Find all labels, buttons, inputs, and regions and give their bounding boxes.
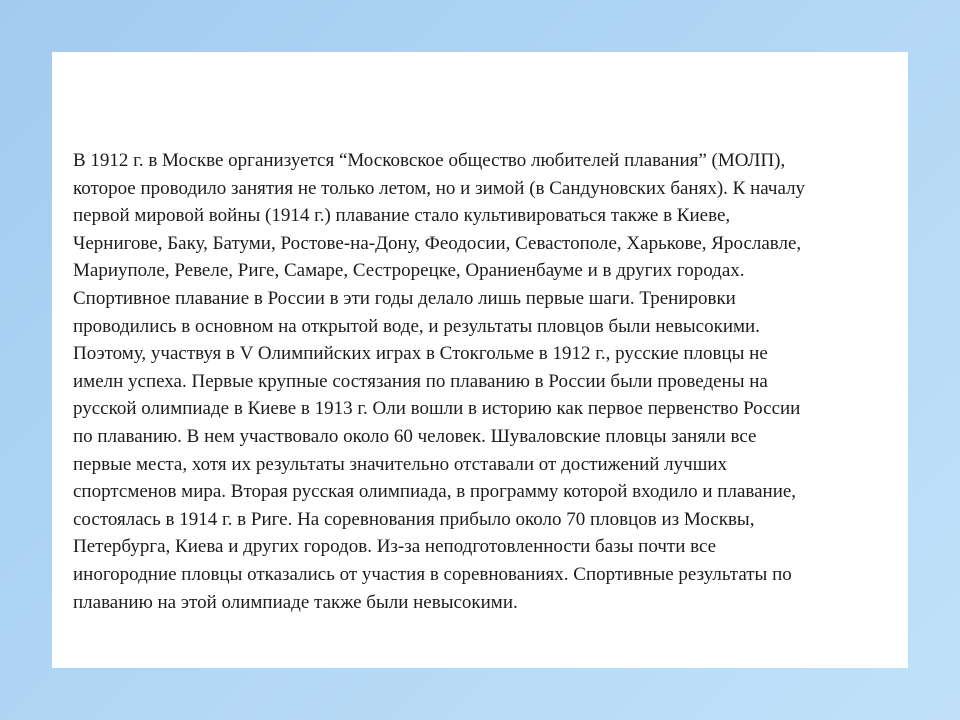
text-line: которое проводило занятия не только летом, но и зимой (в Сандуновских банях). К началу xyxy=(73,177,806,199)
text-line: плаванию на этой олимпиаде также были невысокими. xyxy=(73,591,518,613)
text-line: русской олимпиаде в Киеве в 1913 г. Оли вошли в историю как первое первенство России xyxy=(73,398,801,420)
text-line: имелн успеха. Первые крупные состязания по плаванию в России были проведены на xyxy=(73,370,768,392)
body-paragraph xyxy=(73,147,903,616)
text-line: состоялась в 1914 г. в Риге. На соревнования прибыло около 70 пловцов из Москвы, xyxy=(73,508,755,530)
slide-content-panel xyxy=(52,52,908,668)
text-line: первой мировой войны (1914 г.) плавание стало культивироваться также в Киеве, xyxy=(73,205,731,227)
text-line: В 1912 г. в Москве организуется “Московское общество любителей плавания” (МОЛП), xyxy=(73,150,786,171)
text-line: Поэтому, участвуя в V Олимпийских играх в Стокгольме в 1912 г., русские пловцы не xyxy=(73,343,768,365)
text-line: проводились в основном на открытой воде, и результаты пловцов были невысокими. xyxy=(73,315,760,337)
text-line: Чернигове, Баку, Батуми, Ростове-на-Дону, Феодосии, Севастополе, Харькове, Ярославле, xyxy=(73,232,802,254)
text-line: по плаванию. В нем участвовало около 60 человек. Шуваловские пловцы заняли все xyxy=(73,425,757,447)
text-line: спортсменов мира. Вторая русская олимпиада, в программу которой входило и плавание, xyxy=(73,481,797,503)
text-line: Спортивное плавание в России в эти годы делало лишь первые шаги. Тренировки xyxy=(73,287,736,309)
text-line: Петербурга, Киева и других городов. Из-за неподготовленности базы почти все xyxy=(73,536,717,558)
text-line: иногородние пловцы отказались от участия в соревнованиях. Спортивные результаты по xyxy=(73,563,792,585)
text-line: Мариуполе, Ревеле, Риге, Самаре, Сестрорецке, Ораниенбауме и в других городах. xyxy=(73,260,745,282)
text-line: первые места, хотя их результаты значительно отставали от достижений лучших xyxy=(73,453,728,475)
